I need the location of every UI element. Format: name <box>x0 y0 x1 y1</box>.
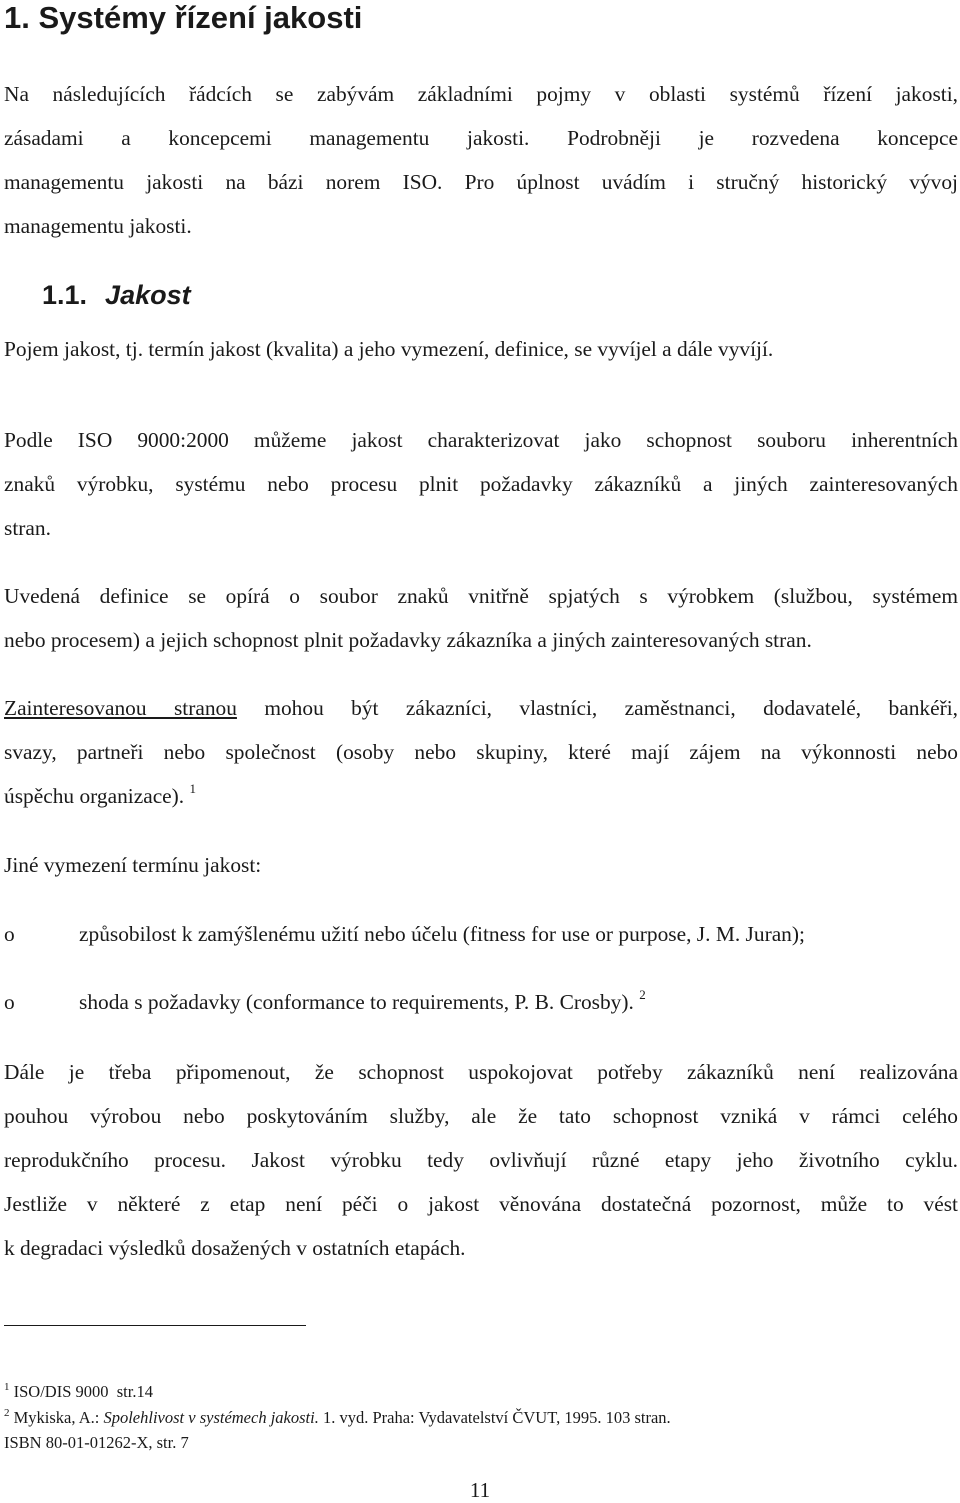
page-number: 11 <box>469 1478 491 1502</box>
footnote-rest: 1. vyd. Praha: Vydavatelství ČVUT, 1995. 103 stran. <box>318 1408 671 1427</box>
section-title: Jakost <box>105 280 191 310</box>
text-line: stran. <box>4 516 51 540</box>
list-item <box>4 987 646 1015</box>
chapter-heading: 1. Systémy řízení jakosti <box>4 0 363 35</box>
bullet-marker: o <box>4 990 15 1014</box>
text-line: Podle ISO 9000:2000 můžeme jakost charakterizovat jako schopnost souboru inherentních <box>4 428 958 452</box>
text-span: úspěchu organizace). <box>4 784 185 808</box>
footnote-2 <box>4 1405 954 1431</box>
bullet-marker: o <box>4 922 15 946</box>
footnote-1 <box>4 1379 954 1405</box>
footnote-text: ISO/DIS 9000 str.14 <box>13 1382 153 1401</box>
text-line: znaků výrobku, systému nebo procesu plnit požadavky zákazníků a jiných zainteresovaných <box>4 472 958 496</box>
text-line <box>4 686 958 730</box>
text-line: svazy, partneři nebo společnost (osoby nebo skupiny, které mají zájem na výkonnosti nebo <box>4 740 958 764</box>
text-line: k degradaci výsledků dosažených v ostatních etapách. <box>4 1236 466 1260</box>
footnote-number: 2 <box>4 1407 10 1419</box>
text-line: managementu jakosti. <box>4 214 192 238</box>
text-line: reprodukčního procesu. Jakost výrobku tedy ovlivňují různé etapy jeho životního cyklu. <box>4 1148 958 1172</box>
text-line: Dále je třeba připomenout, že schopnost uspokojovat potřeby zákazníků není realizována <box>4 1060 958 1084</box>
list-item-text: způsobilost k zamýšlenému užití nebo účelu (fitness for use or purpose, J. M. Juran); <box>79 922 805 946</box>
footnote-number: 1 <box>4 1381 10 1393</box>
footnote-2-line2: ISBN 80-01-01262-X, str. 7 <box>4 1433 189 1452</box>
list-item-text: shoda s požadavky (conformance to requirements, P. B. Crosby). <box>79 990 634 1014</box>
stakeholder-paragraph <box>4 686 958 818</box>
footnote-separator <box>4 1325 306 1326</box>
process-paragraph <box>4 1050 958 1270</box>
text-line <box>4 774 958 818</box>
intro-paragraph <box>4 72 958 248</box>
definition-note-paragraph <box>4 574 958 662</box>
other-definition-intro: Jiné vymezení termínu jakost: <box>4 853 262 877</box>
underlined-term: Zainteresovanou stranou <box>4 696 237 720</box>
text-line: zásadami a koncepcemi managementu jakosti. Podrobněji je rozvedena koncepce <box>4 126 958 150</box>
footnote-ref: 1 <box>189 781 197 796</box>
pojem-paragraph: Pojem jakost, tj. termín jakost (kvalita) a jeho vymezení, definice, se vyvíjel a dále vyvíjí. <box>4 337 774 361</box>
text-span: mohou být zákazníci, vlastníci, zaměstnanci, dodavatelé, bankéři, <box>236 696 958 720</box>
text-line: pouhou výrobou nebo poskytováním služby, ale že tato schopnost vzniká v rámci celého <box>4 1104 958 1128</box>
footnote-title: Spolehlivost v systémech jakosti. <box>103 1408 319 1427</box>
iso-definition-paragraph <box>4 418 958 550</box>
text-line: nebo procesem) a jejich schopnost plnit požadavky zákazníka a jiných zainteresovaných stran. <box>4 628 812 652</box>
text-line: Uvedená definice se opírá o soubor znaků vnitřně spjatých s výrobkem (službou, systémem <box>4 584 958 608</box>
text-line: managementu jakosti na bázi norem ISO. Pro úplnost uvádím i stručný historický vývoj <box>4 170 958 194</box>
text-line: Jestliže v některé z etap není péči o jakost věnována dostatečná pozornost, může to vést <box>4 1192 958 1216</box>
list-item <box>4 922 805 947</box>
text-line: Na následujících řádcích se zabývám základními pojmy v oblasti systémů řízení jakosti, <box>4 82 958 106</box>
footnote-author: Mykiska, A.: <box>13 1408 104 1427</box>
footnote-ref: 2 <box>639 987 646 1002</box>
section-heading <box>42 282 191 309</box>
section-number: 1.1. <box>42 280 88 310</box>
